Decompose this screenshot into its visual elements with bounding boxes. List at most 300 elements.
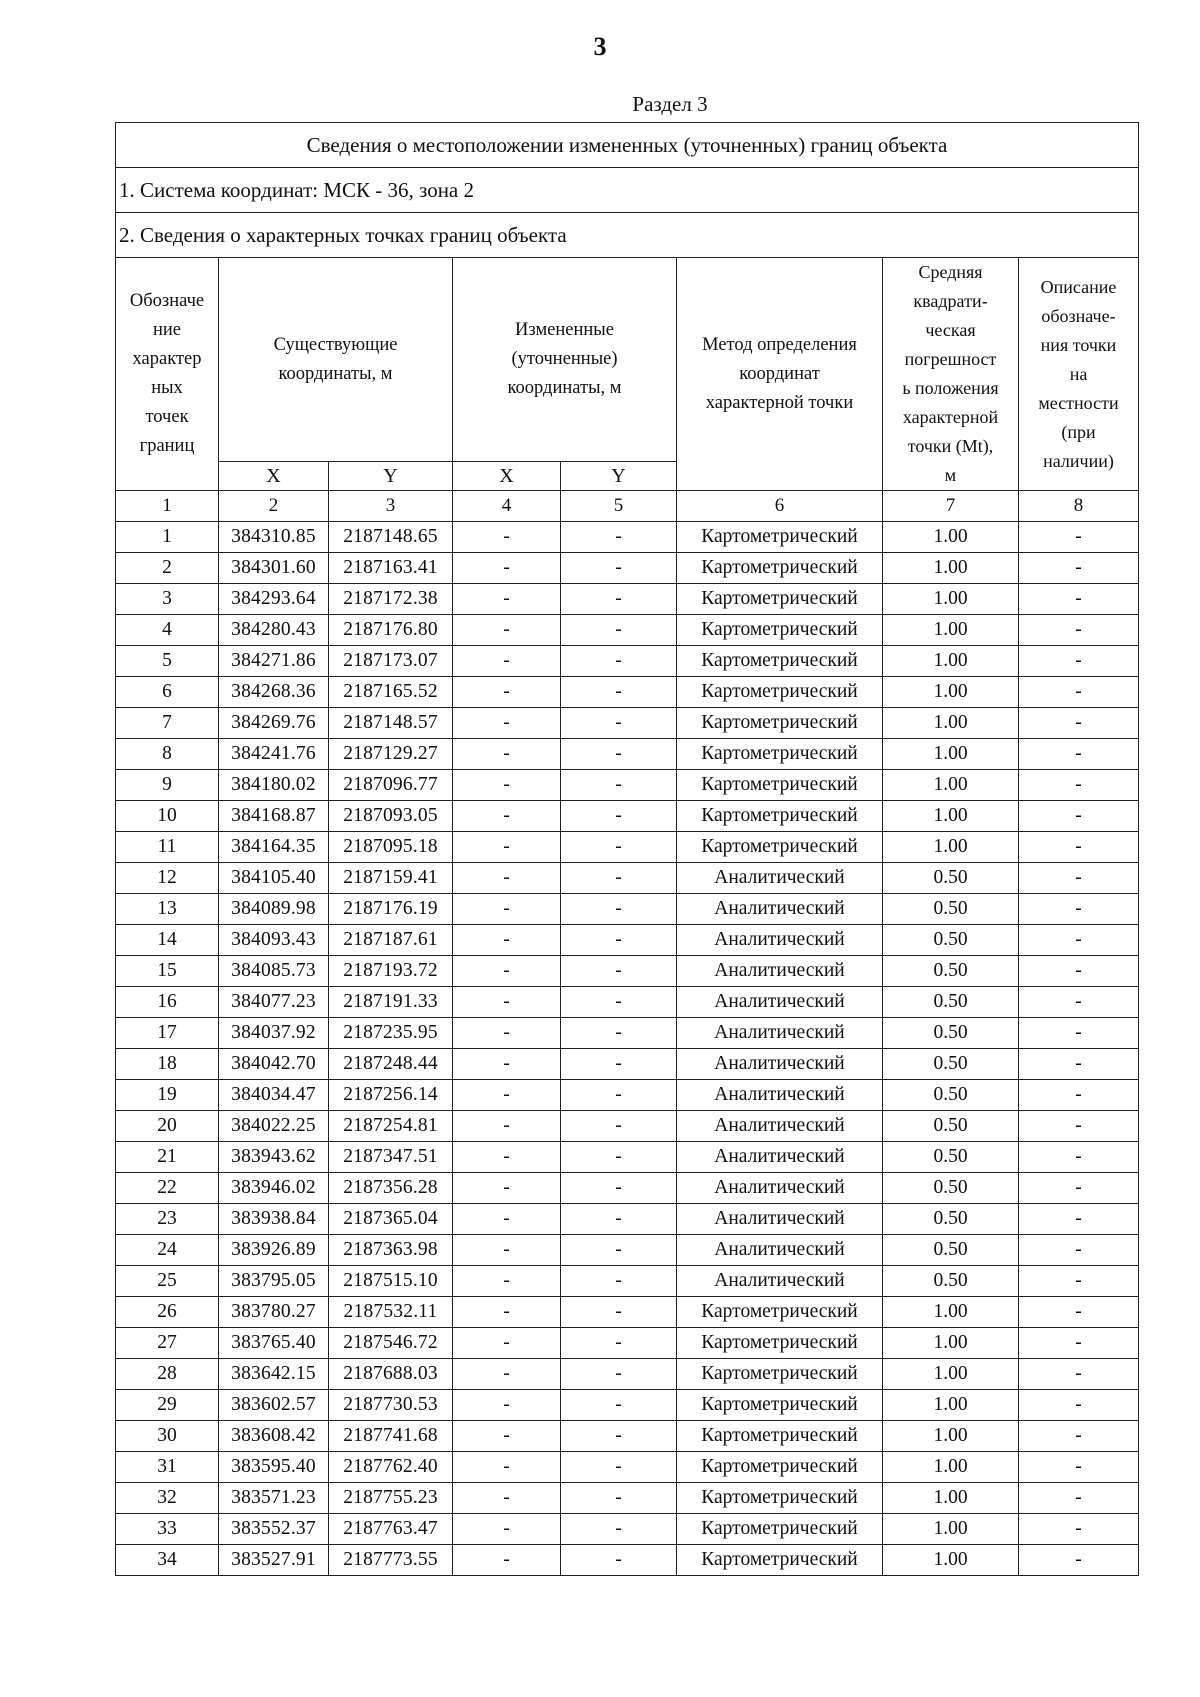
cell-existing-x: 383765.40: [219, 1328, 329, 1359]
cell-mean-error: 1.00: [883, 584, 1019, 615]
cell-point-number: 10: [116, 801, 219, 832]
cell-existing-y: 2187172.38: [329, 584, 453, 615]
table-row: [116, 1514, 1139, 1545]
cell-changed-y: -: [561, 708, 677, 739]
cell-description: -: [1019, 1142, 1139, 1173]
cell-method: Картометрический: [677, 584, 883, 615]
table-title: Сведения о местоположении измененных (уточненных) границ объекта: [116, 123, 1139, 168]
section-label: Раздел 3: [632, 92, 708, 116]
table-row: [116, 925, 1139, 956]
cell-changed-x: -: [453, 1514, 561, 1545]
table-row: [116, 770, 1139, 801]
table-row: [116, 832, 1139, 863]
cell-changed-y: -: [561, 1235, 677, 1266]
cell-description: -: [1019, 1049, 1139, 1080]
cell-changed-y: -: [561, 801, 677, 832]
header-method: Метод определения координат характерной точки: [677, 258, 883, 491]
cell-mean-error: 0.50: [883, 956, 1019, 987]
cell-changed-x: -: [453, 1483, 561, 1514]
cell-method: Аналитический: [677, 1204, 883, 1235]
cell-changed-x: -: [453, 1173, 561, 1204]
cell-existing-y: 2187256.14: [329, 1080, 453, 1111]
cell-method: Картометрический: [677, 1390, 883, 1421]
cell-existing-x: 383946.02: [219, 1173, 329, 1204]
cell-description: -: [1019, 1018, 1139, 1049]
cell-method: Картометрический: [677, 1545, 883, 1576]
cell-existing-x: 383595.40: [219, 1452, 329, 1483]
cell-method: Картометрический: [677, 1359, 883, 1390]
table-row: [116, 584, 1139, 615]
cell-mean-error: 1.00: [883, 522, 1019, 553]
cell-description: -: [1019, 553, 1139, 584]
cell-changed-y: -: [561, 1452, 677, 1483]
cell-existing-y: 2187532.11: [329, 1297, 453, 1328]
cell-mean-error: 1.00: [883, 1483, 1019, 1514]
cell-existing-y: 2187235.95: [329, 1018, 453, 1049]
cell-existing-x: 384105.40: [219, 863, 329, 894]
cell-changed-x: -: [453, 770, 561, 801]
cell-description: -: [1019, 1483, 1139, 1514]
cell-point-number: 20: [116, 1111, 219, 1142]
cell-existing-x: 383527.91: [219, 1545, 329, 1576]
cell-changed-y: -: [561, 677, 677, 708]
cell-description: -: [1019, 801, 1139, 832]
cell-point-number: 29: [116, 1390, 219, 1421]
cell-changed-y: -: [561, 1297, 677, 1328]
cell-changed-x: -: [453, 1080, 561, 1111]
cell-description: -: [1019, 770, 1139, 801]
cell-changed-x: -: [453, 553, 561, 584]
cell-existing-x: 384310.85: [219, 522, 329, 553]
cell-description: -: [1019, 1080, 1139, 1111]
header-existing-coordinates: Существующие координаты, м: [219, 258, 453, 462]
cell-existing-x: 384271.86: [219, 646, 329, 677]
cell-existing-y: 2187191.33: [329, 987, 453, 1018]
cell-existing-y: 2187730.53: [329, 1390, 453, 1421]
cell-existing-y: 2187173.07: [329, 646, 453, 677]
cell-mean-error: 1.00: [883, 677, 1019, 708]
cell-point-number: 28: [116, 1359, 219, 1390]
cell-changed-x: -: [453, 863, 561, 894]
cell-description: -: [1019, 677, 1139, 708]
cell-changed-y: -: [561, 1359, 677, 1390]
cell-description: -: [1019, 987, 1139, 1018]
cell-point-number: 2: [116, 553, 219, 584]
cell-changed-x: -: [453, 708, 561, 739]
table-row: [116, 1142, 1139, 1173]
cell-mean-error: 1.00: [883, 646, 1019, 677]
cell-mean-error: 0.50: [883, 1142, 1019, 1173]
cell-existing-x: 384037.92: [219, 1018, 329, 1049]
cell-description: -: [1019, 615, 1139, 646]
cell-changed-y: -: [561, 863, 677, 894]
cell-mean-error: 1.00: [883, 739, 1019, 770]
cell-existing-x: 384093.43: [219, 925, 329, 956]
cell-method: Картометрический: [677, 615, 883, 646]
cell-description: -: [1019, 1390, 1139, 1421]
cell-point-number: 18: [116, 1049, 219, 1080]
table-row: [116, 863, 1139, 894]
cell-method: Картометрический: [677, 553, 883, 584]
cell-description: -: [1019, 739, 1139, 770]
cell-description: -: [1019, 1111, 1139, 1142]
cell-changed-y: -: [561, 1018, 677, 1049]
cell-changed-x: -: [453, 1359, 561, 1390]
cell-description: -: [1019, 1545, 1139, 1576]
table-row: [116, 553, 1139, 584]
cell-point-number: 8: [116, 739, 219, 770]
cell-description: -: [1019, 708, 1139, 739]
cell-point-number: 13: [116, 894, 219, 925]
cell-changed-x: -: [453, 584, 561, 615]
header-existing-x: X: [219, 462, 329, 491]
cell-mean-error: 0.50: [883, 1235, 1019, 1266]
cell-mean-error: 1.00: [883, 1545, 1019, 1576]
column-number: 8: [1019, 491, 1139, 522]
table-row: [116, 1111, 1139, 1142]
cell-changed-y: -: [561, 925, 677, 956]
cell-mean-error: 0.50: [883, 1018, 1019, 1049]
cell-changed-x: -: [453, 801, 561, 832]
cell-description: -: [1019, 1235, 1139, 1266]
cell-description: -: [1019, 956, 1139, 987]
cell-changed-x: -: [453, 1452, 561, 1483]
cell-point-number: 32: [116, 1483, 219, 1514]
cell-method: Картометрический: [677, 646, 883, 677]
cell-method: Аналитический: [677, 1018, 883, 1049]
cell-point-number: 24: [116, 1235, 219, 1266]
table-row: [116, 956, 1139, 987]
cell-method: Аналитический: [677, 1049, 883, 1080]
cell-existing-x: 384293.64: [219, 584, 329, 615]
table-row: [116, 894, 1139, 925]
cell-method: Картометрический: [677, 801, 883, 832]
table-row: [116, 801, 1139, 832]
table-row: [116, 646, 1139, 677]
cell-point-number: 5: [116, 646, 219, 677]
cell-description: -: [1019, 1266, 1139, 1297]
table-row: [116, 1049, 1139, 1080]
cell-existing-y: 2187176.19: [329, 894, 453, 925]
cell-point-number: 12: [116, 863, 219, 894]
cell-changed-x: -: [453, 677, 561, 708]
cell-point-number: 4: [116, 615, 219, 646]
cell-method: Картометрический: [677, 708, 883, 739]
header-changed-coordinates: Измененные (уточненные) координаты, м: [453, 258, 677, 462]
cell-changed-x: -: [453, 1049, 561, 1080]
cell-existing-y: 2187187.61: [329, 925, 453, 956]
cell-changed-y: -: [561, 1111, 677, 1142]
cell-point-number: 23: [116, 1204, 219, 1235]
cell-mean-error: 1.00: [883, 708, 1019, 739]
table-row: [116, 1297, 1139, 1328]
column-number: 6: [677, 491, 883, 522]
header-existing-y: Y: [329, 462, 453, 491]
cell-changed-y: -: [561, 584, 677, 615]
cell-changed-x: -: [453, 1328, 561, 1359]
cell-mean-error: 1.00: [883, 1421, 1019, 1452]
cell-existing-x: 384164.35: [219, 832, 329, 863]
cell-changed-x: -: [453, 615, 561, 646]
cell-mean-error: 0.50: [883, 987, 1019, 1018]
cell-existing-x: 384034.47: [219, 1080, 329, 1111]
cell-changed-x: -: [453, 1266, 561, 1297]
cell-existing-y: 2187148.65: [329, 522, 453, 553]
cell-existing-x: 384280.43: [219, 615, 329, 646]
cell-description: -: [1019, 1359, 1139, 1390]
cell-point-number: 25: [116, 1266, 219, 1297]
cell-point-number: 17: [116, 1018, 219, 1049]
header-changed-x: X: [453, 462, 561, 491]
cell-changed-x: -: [453, 1390, 561, 1421]
cell-existing-x: 383926.89: [219, 1235, 329, 1266]
cell-description: -: [1019, 1173, 1139, 1204]
cell-point-number: 6: [116, 677, 219, 708]
cell-mean-error: 1.00: [883, 1390, 1019, 1421]
cell-mean-error: 1.00: [883, 1514, 1019, 1545]
cell-existing-y: 2187773.55: [329, 1545, 453, 1576]
cell-mean-error: 1.00: [883, 1328, 1019, 1359]
cell-changed-x: -: [453, 1111, 561, 1142]
cell-mean-error: 1.00: [883, 770, 1019, 801]
cell-description: -: [1019, 584, 1139, 615]
cell-changed-x: -: [453, 1421, 561, 1452]
cell-method: Картометрический: [677, 1514, 883, 1545]
cell-method: Аналитический: [677, 894, 883, 925]
cell-mean-error: 0.50: [883, 1266, 1019, 1297]
cell-changed-y: -: [561, 1328, 677, 1359]
cell-existing-y: 2187347.51: [329, 1142, 453, 1173]
table-row: [116, 1018, 1139, 1049]
cell-mean-error: 0.50: [883, 925, 1019, 956]
cell-description: -: [1019, 1514, 1139, 1545]
table-row: [116, 1390, 1139, 1421]
cell-point-number: 1: [116, 522, 219, 553]
cell-existing-y: 2187163.41: [329, 553, 453, 584]
cell-mean-error: 1.00: [883, 1359, 1019, 1390]
cell-existing-x: 383780.27: [219, 1297, 329, 1328]
cell-method: Картометрический: [677, 1297, 883, 1328]
cell-existing-y: 2187165.52: [329, 677, 453, 708]
cell-changed-x: -: [453, 1235, 561, 1266]
cell-existing-x: 383938.84: [219, 1204, 329, 1235]
cell-changed-y: -: [561, 646, 677, 677]
cell-existing-y: 2187741.68: [329, 1421, 453, 1452]
cell-mean-error: 1.00: [883, 1452, 1019, 1483]
cell-point-number: 7: [116, 708, 219, 739]
cell-point-number: 19: [116, 1080, 219, 1111]
cell-changed-y: -: [561, 1390, 677, 1421]
cell-description: -: [1019, 832, 1139, 863]
cell-existing-x: 384241.76: [219, 739, 329, 770]
cell-changed-x: -: [453, 956, 561, 987]
cell-changed-x: -: [453, 987, 561, 1018]
table-row: [116, 1080, 1139, 1111]
cell-existing-y: 2187254.81: [329, 1111, 453, 1142]
cell-point-number: 33: [116, 1514, 219, 1545]
table-row: [116, 1545, 1139, 1576]
cell-changed-x: -: [453, 1545, 561, 1576]
cell-mean-error: 0.50: [883, 894, 1019, 925]
table-row: [116, 1266, 1139, 1297]
cell-point-number: 27: [116, 1328, 219, 1359]
cell-existing-x: 383642.15: [219, 1359, 329, 1390]
cell-changed-x: -: [453, 1204, 561, 1235]
cell-description: -: [1019, 522, 1139, 553]
table-row: [116, 522, 1139, 553]
cell-method: Картометрический: [677, 677, 883, 708]
cell-point-number: 30: [116, 1421, 219, 1452]
cell-changed-x: -: [453, 1297, 561, 1328]
cell-existing-y: 2187762.40: [329, 1452, 453, 1483]
cell-changed-y: -: [561, 770, 677, 801]
cell-method: Картометрический: [677, 522, 883, 553]
cell-mean-error: 0.50: [883, 1080, 1019, 1111]
cell-point-number: 11: [116, 832, 219, 863]
table-row: [116, 1328, 1139, 1359]
cell-method: Картометрический: [677, 1421, 883, 1452]
cell-existing-y: 2187093.05: [329, 801, 453, 832]
cell-existing-x: 383571.23: [219, 1483, 329, 1514]
cell-mean-error: 1.00: [883, 615, 1019, 646]
header-changed-y: Y: [561, 462, 677, 491]
cell-existing-x: 383552.37: [219, 1514, 329, 1545]
cell-changed-x: -: [453, 1018, 561, 1049]
cell-mean-error: 1.00: [883, 832, 1019, 863]
cell-method: Аналитический: [677, 1080, 883, 1111]
cell-changed-x: -: [453, 832, 561, 863]
coordinate-system: 1. Система координат: МСК - 36, зона 2: [116, 168, 1139, 213]
cell-mean-error: 0.50: [883, 1111, 1019, 1142]
cell-changed-y: -: [561, 832, 677, 863]
cell-existing-x: 384301.60: [219, 553, 329, 584]
cell-changed-y: -: [561, 1080, 677, 1111]
cell-existing-x: 384085.73: [219, 956, 329, 987]
cell-existing-x: 384042.70: [219, 1049, 329, 1080]
cell-point-number: 14: [116, 925, 219, 956]
cell-method: Аналитический: [677, 1266, 883, 1297]
header-point-designation: Обозначе ние характер ных точек границ: [116, 258, 219, 491]
cell-existing-x: 383602.57: [219, 1390, 329, 1421]
cell-existing-y: 2187515.10: [329, 1266, 453, 1297]
cell-changed-y: -: [561, 1049, 677, 1080]
cell-changed-x: -: [453, 925, 561, 956]
cell-existing-x: 384168.87: [219, 801, 329, 832]
header-description: Описание обозначе- ния точки на местности (при наличии): [1019, 258, 1139, 491]
cell-changed-y: -: [561, 1545, 677, 1576]
cell-existing-y: 2187159.41: [329, 863, 453, 894]
cell-method: Аналитический: [677, 956, 883, 987]
cell-changed-y: -: [561, 1421, 677, 1452]
cell-existing-x: 384077.23: [219, 987, 329, 1018]
cell-existing-x: 384268.36: [219, 677, 329, 708]
cell-existing-x: 384022.25: [219, 1111, 329, 1142]
cell-point-number: 9: [116, 770, 219, 801]
cell-method: Картометрический: [677, 739, 883, 770]
cell-point-number: 31: [116, 1452, 219, 1483]
cell-changed-x: -: [453, 646, 561, 677]
cell-existing-y: 2187148.57: [329, 708, 453, 739]
cell-existing-y: 2187546.72: [329, 1328, 453, 1359]
column-number: 5: [561, 491, 677, 522]
cell-existing-x: 383608.42: [219, 1421, 329, 1452]
cell-method: Картометрический: [677, 1328, 883, 1359]
cell-mean-error: 1.00: [883, 801, 1019, 832]
cell-mean-error: 1.00: [883, 553, 1019, 584]
column-number: 3: [329, 491, 453, 522]
cell-changed-y: -: [561, 987, 677, 1018]
cell-existing-x: 383943.62: [219, 1142, 329, 1173]
header-mean-error: Средняя квадрати- ческая погрешност ь положения характерной точки (Mt), м: [883, 258, 1019, 491]
cell-description: -: [1019, 1452, 1139, 1483]
cell-changed-y: -: [561, 894, 677, 925]
cell-existing-y: 2187755.23: [329, 1483, 453, 1514]
cell-existing-y: 2187763.47: [329, 1514, 453, 1545]
cell-method: Картометрический: [677, 832, 883, 863]
cell-changed-x: -: [453, 739, 561, 770]
cell-point-number: 3: [116, 584, 219, 615]
cell-method: Аналитический: [677, 987, 883, 1018]
cell-description: -: [1019, 1421, 1139, 1452]
cell-description: -: [1019, 646, 1139, 677]
cell-changed-y: -: [561, 1204, 677, 1235]
cell-changed-x: -: [453, 894, 561, 925]
cell-existing-y: 2187363.98: [329, 1235, 453, 1266]
cell-mean-error: 0.50: [883, 1049, 1019, 1080]
cell-point-number: 26: [116, 1297, 219, 1328]
cell-changed-y: -: [561, 956, 677, 987]
cell-existing-y: 2187248.44: [329, 1049, 453, 1080]
page-number: 3: [593, 32, 607, 61]
table-row: [116, 1235, 1139, 1266]
table-row: [116, 1359, 1139, 1390]
cell-changed-x: -: [453, 1142, 561, 1173]
cell-method: Картометрический: [677, 1452, 883, 1483]
cell-description: -: [1019, 894, 1139, 925]
cell-method: Картометрический: [677, 770, 883, 801]
cell-existing-y: 2187193.72: [329, 956, 453, 987]
cell-mean-error: 0.50: [883, 1173, 1019, 1204]
cell-existing-y: 2187356.28: [329, 1173, 453, 1204]
cell-existing-x: 383795.05: [219, 1266, 329, 1297]
cell-method: Аналитический: [677, 1142, 883, 1173]
cell-changed-y: -: [561, 553, 677, 584]
cell-mean-error: 0.50: [883, 1204, 1019, 1235]
cell-changed-y: -: [561, 1514, 677, 1545]
cell-point-number: 16: [116, 987, 219, 1018]
cell-existing-y: 2187176.80: [329, 615, 453, 646]
cell-existing-y: 2187096.77: [329, 770, 453, 801]
cell-point-number: 34: [116, 1545, 219, 1576]
cell-existing-y: 2187688.03: [329, 1359, 453, 1390]
cell-description: -: [1019, 1297, 1139, 1328]
cell-existing-y: 2187129.27: [329, 739, 453, 770]
cell-existing-y: 2187365.04: [329, 1204, 453, 1235]
table-row: [116, 615, 1139, 646]
cell-changed-y: -: [561, 739, 677, 770]
table-row: [116, 708, 1139, 739]
cell-mean-error: 1.00: [883, 1297, 1019, 1328]
points-heading: 2. Сведения о характерных точках границ объекта: [116, 213, 1139, 258]
cell-description: -: [1019, 1204, 1139, 1235]
cell-method: Аналитический: [677, 1111, 883, 1142]
column-number: 2: [219, 491, 329, 522]
cell-existing-y: 2187095.18: [329, 832, 453, 863]
cell-existing-x: 384089.98: [219, 894, 329, 925]
cell-method: Аналитический: [677, 1235, 883, 1266]
cell-existing-x: 384180.02: [219, 770, 329, 801]
cell-changed-y: -: [561, 522, 677, 553]
